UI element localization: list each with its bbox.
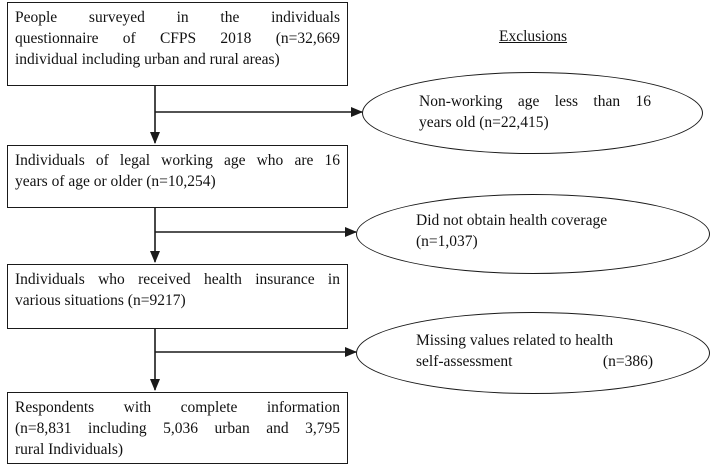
exclusion-missing-values-count: (n=386) [602, 353, 653, 370]
box-working-age [7, 145, 348, 208]
box-complete-info-line-3: rural Individuals) [15, 441, 124, 458]
exclusion-missing-values-line-2: self-assessment [416, 353, 513, 370]
box-health-insurance [7, 264, 348, 329]
exclusion-non-working-age-line-2: years old (n=22,415) [419, 114, 549, 131]
box-working-age-line-2: years of age or older (n=10,254) [15, 173, 216, 190]
exclusion-missing-values [356, 312, 710, 394]
box-complete-info [7, 392, 348, 464]
box-surveyed-line-3: individual including urban and rural areas) [15, 51, 280, 68]
box-surveyed-line-2: questionnaire of CFPS 2018 (n=32,669 [15, 30, 340, 47]
box-surveyed [7, 2, 348, 86]
exclusion-no-health-coverage [356, 194, 710, 274]
box-health-insurance-line-1: Individuals who received health insurance in [15, 271, 340, 288]
exclusion-non-working-age [362, 72, 703, 154]
box-working-age-line-1: Individuals of legal working age who are 16 [15, 152, 340, 169]
box-health-insurance-line-2: various situations (n=9217) [15, 292, 186, 309]
exclusion-no-health-coverage-line-2: (n=1,037) [416, 233, 478, 250]
exclusion-non-working-age-line-1: Non-working age less than 16 [419, 93, 651, 110]
box-complete-info-line-1: Respondents with complete information [15, 399, 340, 416]
exclusion-no-health-coverage-line-1: Did not obtain health coverage [416, 212, 608, 229]
exclusions-heading: Exclusions [499, 28, 568, 45]
box-complete-info-line-2: (n=8,831 including 5,036 urban and 3,795 [15, 420, 340, 437]
box-surveyed-line-1: People surveyed in the individuals [15, 9, 340, 26]
exclusion-missing-values-line-1: Missing values related to health [416, 332, 614, 349]
